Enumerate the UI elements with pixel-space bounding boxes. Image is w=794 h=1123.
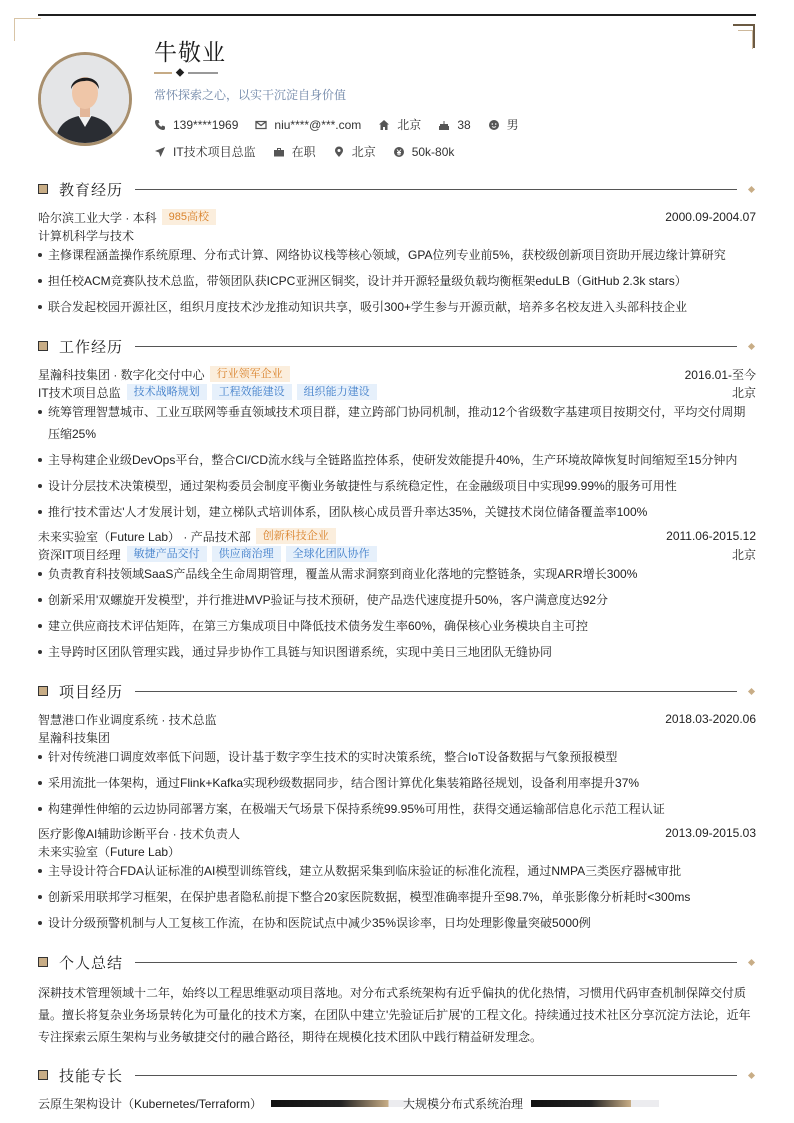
list-item: 担任校ACM竞赛队技术总监，带领团队获ICPC亚洲区铜奖，设计并开源轻量级负载均衡框架eduLB（GitHub 2.3k stars） <box>38 270 756 292</box>
job-role: 资深IT项目经理 <box>38 547 121 562</box>
project-org: 星瀚科技集团 <box>38 730 111 745</box>
list-item: 构建弹性伸缩的云边协同部署方案，在极端天气场景下保持系统99.95%可用性，获得交通运输部信息化示范工程认证 <box>38 798 756 820</box>
job-header <box>38 528 756 544</box>
project-org-row <box>38 843 756 859</box>
education-major-row <box>38 227 756 243</box>
major: 计算机科学与技术 <box>38 228 135 243</box>
project-date: 2013.09-2015.03 <box>665 826 756 840</box>
money-icon <box>393 146 405 158</box>
target-city-item <box>333 143 376 160</box>
home-icon <box>378 119 390 131</box>
section-title: 技能专长 <box>59 1067 124 1085</box>
city-value: 北京 <box>397 118 422 132</box>
company-name: 未来实验室（Future Lab） · 产品技术部 <box>38 529 251 544</box>
person-photo-icon <box>41 55 129 143</box>
job-header <box>38 366 756 382</box>
list-item: 设计分级预警机制与人工复核工作流，在协和医院试点中减少35%误诊率，日均处理影像量突破5000例 <box>38 912 756 934</box>
job-role: IT技术项目总监 <box>38 385 121 400</box>
section-title: 教育经历 <box>59 181 124 199</box>
skill-name: 大规模分布式系统治理 <box>403 1097 524 1111</box>
section-title: 个人总结 <box>59 954 124 972</box>
candidate-name: 牛敬业 <box>154 39 226 65</box>
list-item: 推行'技术雷达'人才发展计划，建立梯队式培训体系，团队核心成员晋升率达35%，关键技术岗位储备覆盖率100% <box>38 501 756 523</box>
diamond-icon <box>748 342 755 349</box>
education-date: 2000.09-2004.07 <box>665 210 756 224</box>
briefcase-icon <box>273 146 285 158</box>
skill-tag: 全球化团队协作 <box>286 546 377 562</box>
section-marker-icon <box>38 686 48 696</box>
job-location: 北京 <box>731 385 756 400</box>
cake-icon <box>438 119 450 131</box>
send-icon <box>154 146 166 158</box>
skill-tag: 敏捷产品交付 <box>127 546 207 562</box>
section-divider <box>135 691 737 692</box>
status-value: 在职 <box>291 145 316 159</box>
skill-level-fill <box>271 1100 411 1107</box>
list-item: 统筹管理智慧城市、工业互联网等垂直领域技术项目群，建立跨部门协同机制，推动12个省级数字基建项目按期交付，平均交付周期 <box>38 401 756 423</box>
email-value: niu****@***.com <box>274 117 362 132</box>
top-rule <box>38 14 756 16</box>
list-item: 创新采用'双螺旋开发模型'，并行推进MVP验证与技术预研，使产品迭代速度提升50%，客户满意度达92分 <box>38 589 756 611</box>
skill-tag: 工程效能建设 <box>212 384 292 400</box>
company-tag: 创新科技企业 <box>256 528 336 544</box>
section-header-work <box>38 335 756 357</box>
job-date: 2016.01-至今 <box>684 367 756 382</box>
section-header-summary <box>38 951 756 973</box>
phone-value: 139****1969 <box>173 117 239 132</box>
summary-text: 深耕技术管理领域十二年，始终以工程思维驱动项目落地。对分布式系统架构有近乎偏执的优化热情，习惯用代码审查机制保障交付质量。擅长将复杂业务场景转化为可量化的技术方案，在团队中建立'先验证后扩展'的工程文化。持续通过技术社区分享沉淀方法论，近年专注探索云原生架构与业务敏捷交付的融合路径，期待在规模化技术团队中践行精益研发理念。 <box>38 986 751 1044</box>
skill-tag: 技术战略规划 <box>127 384 207 400</box>
age-item <box>438 118 470 132</box>
project-title: 智慧港口作业调度系统 · 技术总监 <box>38 712 217 727</box>
section-divider <box>135 1075 737 1076</box>
project-org: 未来实验室（Future Lab） <box>38 844 181 859</box>
list-item: 采用流批一体架构，通过Flink+Kafka实现秒级数据同步，结合图计算优化集装箱路径规划，设备利用率提升37% <box>38 772 756 794</box>
location-pin-icon <box>333 146 345 158</box>
skill-tag: 供应商治理 <box>212 546 281 562</box>
gender-item <box>488 116 519 133</box>
list-item: 负责教育科技领域SaaS产品线全生命周期管理，覆盖从需求洞察到商业化落地的完整链条，实现ARR增长300% <box>38 563 756 585</box>
section-header-skills <box>38 1064 756 1086</box>
salary-item <box>393 145 455 159</box>
skill-level-fill <box>531 1100 659 1107</box>
list-item: 主导跨时区团队管理实践，通过异步协作工具链与知识图谱系统，实现中美日三地团队无缝协同 <box>38 641 756 663</box>
motto: 常怀探索之心，以实干沉淀自身价值 <box>154 88 347 102</box>
company-tag: 行业领军企业 <box>210 366 290 382</box>
list-item-continuation: 压缩25% <box>48 427 97 441</box>
job-location: 北京 <box>731 547 756 562</box>
salary-value: 50k-80k <box>411 144 455 159</box>
section-divider <box>135 189 737 190</box>
diamond-icon <box>748 687 755 694</box>
section-marker-icon <box>38 341 48 351</box>
city-item <box>378 116 421 133</box>
job-role-row <box>38 384 756 400</box>
diamond-icon <box>748 1071 755 1078</box>
list-item: 创新采用联邦学习框架，在保护患者隐私前提下整合20家医院数据，模型准确率提升至98.7%，单张影像分析耗时<300ms <box>38 886 756 908</box>
phone-item <box>154 118 238 132</box>
target-city-value: 北京 <box>351 145 376 159</box>
skill-level-bar <box>271 1100 411 1107</box>
skill-level-bar <box>531 1100 659 1107</box>
section-marker-icon <box>38 1070 48 1080</box>
gender-value: 男 <box>506 118 519 132</box>
list-item: 主导设计符合FDA认证标准的AI模型训练管线，建立从数据采集到临床验证的标准化流程，通过NMPA三类医疗器械审批 <box>38 860 756 882</box>
list-item: 设计分层技术决策模型，通过架构委员会制度平衡业务敏捷性与系统稳定性，在金融级项目中实现99.99%的服务可用性 <box>38 475 756 497</box>
face-icon <box>488 119 500 131</box>
job-title-item <box>154 143 256 160</box>
job-title-value: IT技术项目总监 <box>173 145 256 159</box>
project-org-row <box>38 729 756 745</box>
list-item: 主导构建企业级DevOps平台，整合CI/CD流水线与全链路监控体系，使研发效能提升40%，生产环境故障恢复时间缩短至15分钟内 <box>38 449 756 471</box>
skill-tag: 组织能力建设 <box>297 384 377 400</box>
list-item: 针对传统港口调度效率低下问题，设计基于数字孪生技术的实时决策系统，整合IoT设备数据与气象预报模型 <box>38 746 756 768</box>
avatar <box>38 52 132 146</box>
section-divider <box>135 346 737 347</box>
job-role-row <box>38 546 756 562</box>
section-divider <box>135 962 737 963</box>
name-divider-ornament <box>154 68 224 78</box>
project-title: 医疗影像AI辅助诊断平台 · 技术负责人 <box>38 826 241 841</box>
section-title: 工作经历 <box>59 338 124 356</box>
email-item <box>255 118 361 132</box>
skill-name: 云原生架构设计（Kubernetes/Terraform） <box>38 1097 263 1111</box>
section-marker-icon <box>38 184 48 194</box>
job-date: 2011.06-2015.12 <box>666 529 756 543</box>
age-value: 38 <box>457 117 471 132</box>
school-name: 哈尔滨工业大学 · 本科 <box>38 210 157 225</box>
phone-icon <box>154 119 166 131</box>
school-tag: 985高校 <box>162 209 216 225</box>
corner-ornament-left <box>14 18 41 41</box>
mail-icon <box>255 119 267 131</box>
skills-row <box>38 1095 756 1113</box>
project-header <box>38 711 756 727</box>
section-title: 项目经历 <box>59 683 124 701</box>
job-intent-row <box>154 143 471 160</box>
company-name: 星瀚科技集团 · 数字化交付中心 <box>38 367 205 382</box>
section-marker-icon <box>38 957 48 967</box>
corner-ornament-right-inner <box>738 30 753 49</box>
status-item <box>273 143 316 160</box>
education-header <box>38 209 756 225</box>
section-header-projects <box>38 680 756 702</box>
contact-row <box>154 116 536 133</box>
section-header-education <box>38 178 756 200</box>
list-item: 建立供应商技术评估矩阵，在第三方集成项目中降低技术债务发生率60%，确保核心业务模块自主可控 <box>38 615 756 637</box>
project-header <box>38 825 756 841</box>
diamond-icon <box>748 185 755 192</box>
project-date: 2018.03-2020.06 <box>665 712 756 726</box>
list-item: 主修课程涵盖操作系统原理、分布式计算、网络协议栈等核心领域，GPA位列专业前5%，获校级创新项目资助开展边缘计算研究 <box>38 244 756 266</box>
diamond-icon <box>748 958 755 965</box>
list-item: 联合发起校园开源社区，组织月度技术沙龙推动知识共享，吸引300+学生参与开源贡献，培养多名校友进入头部科技企业 <box>38 296 756 318</box>
